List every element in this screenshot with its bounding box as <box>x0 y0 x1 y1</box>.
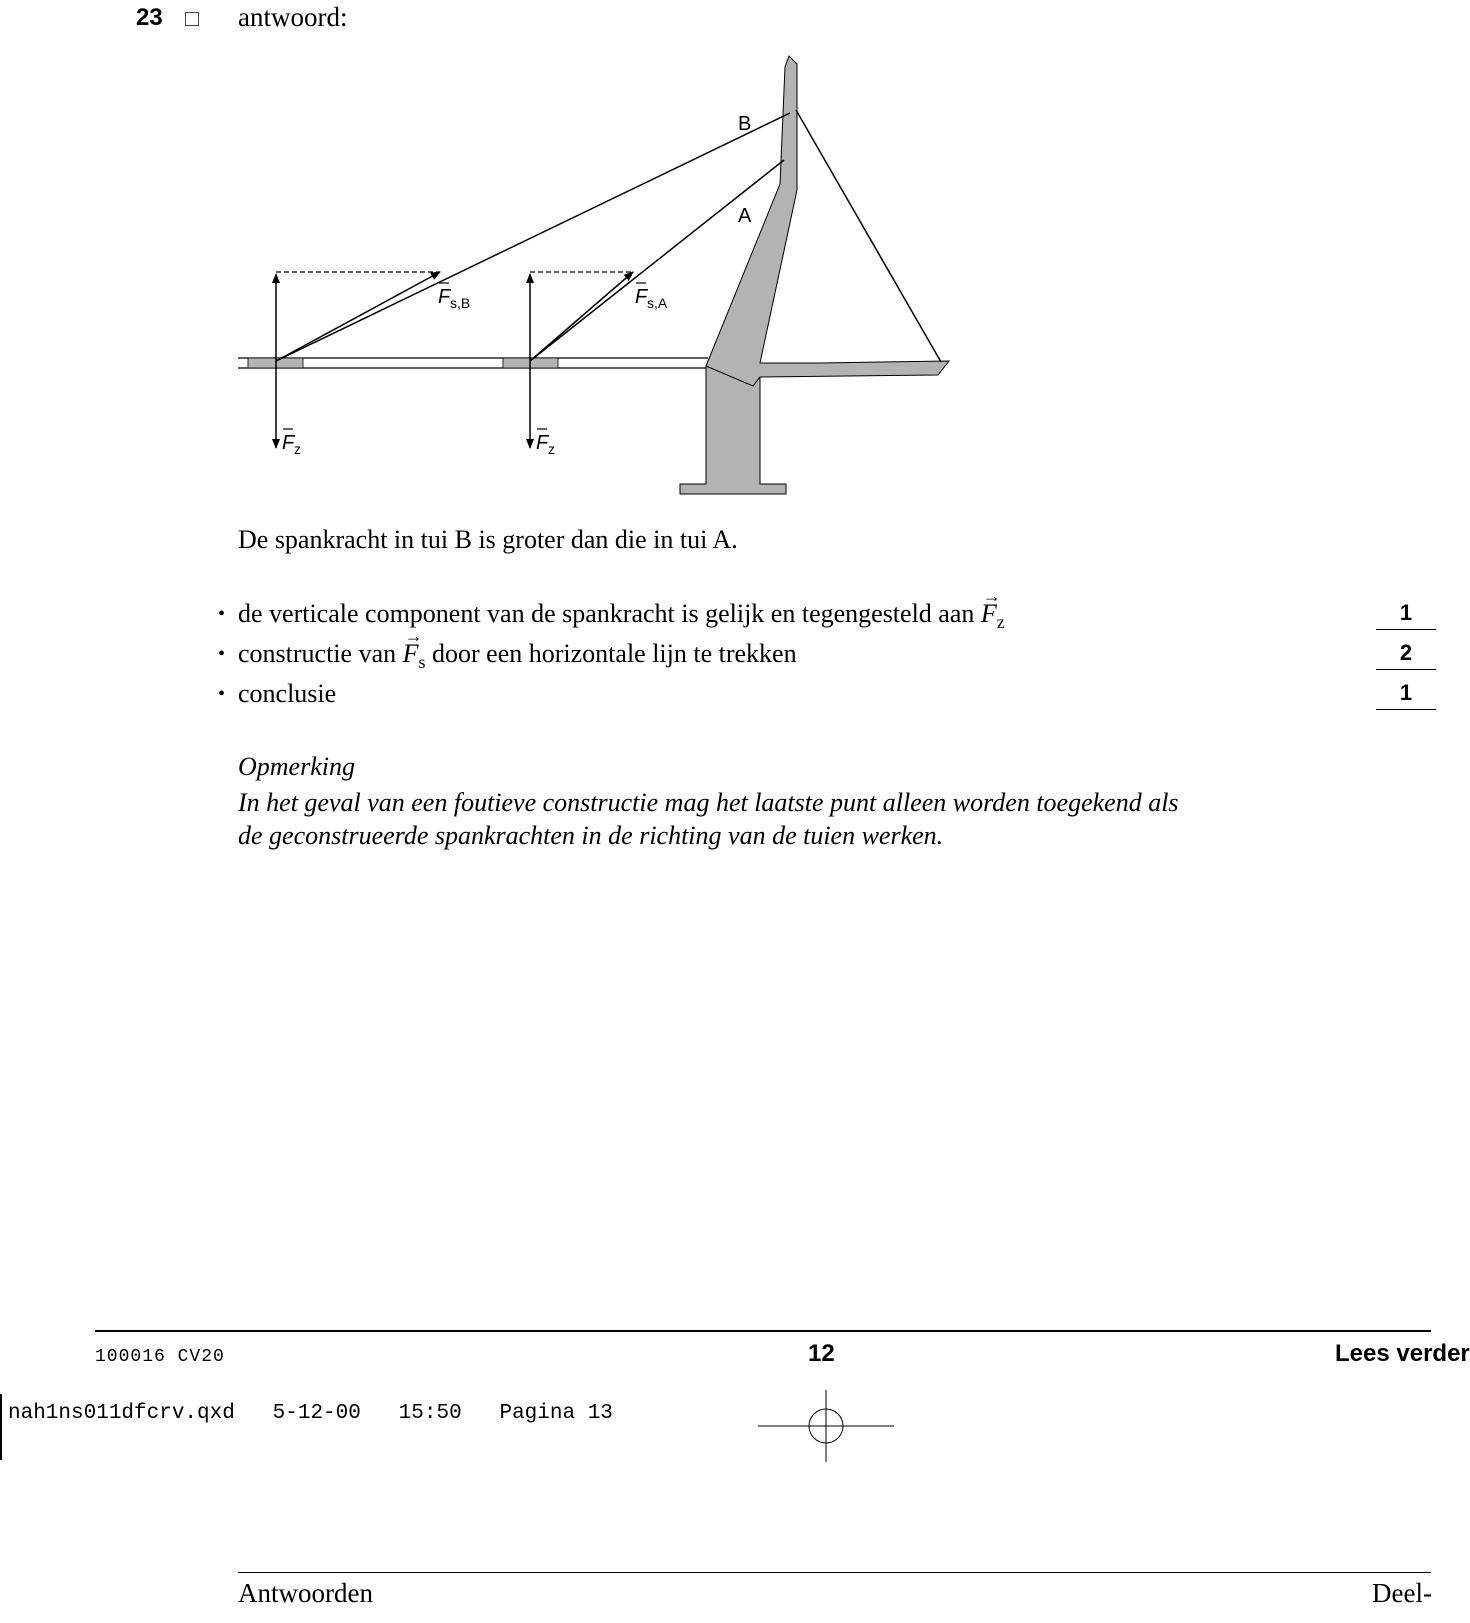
remark-title: Opmerking <box>238 752 355 781</box>
conclusion-text: De spankracht in tui B is groter dan die in tui A. <box>238 525 738 554</box>
registration-mark-icon <box>758 1390 894 1462</box>
fz2-subscript: z <box>548 441 555 457</box>
remark-body <box>238 786 1358 852</box>
fz1-symbol: F <box>282 432 295 454</box>
page-number: 12 <box>808 1340 835 1367</box>
bullet: • <box>218 683 226 705</box>
bullet: • <box>218 643 226 665</box>
fsb-arrow <box>276 272 440 361</box>
criterion-points: 2 <box>1376 637 1436 670</box>
cable-b <box>276 113 790 361</box>
bridge-force-diagram <box>238 50 958 500</box>
criterion-text: de verticale component van de spankracht is gelijk en tegengesteld aan → $F_z$ <box>238 597 1005 639</box>
bullet: • <box>218 603 226 625</box>
print-slug: nah1ns011dfcrv.qxd 5-12-00 15:50 Pagina 13 <box>8 1402 613 1425</box>
question-number: 23 <box>136 4 163 31</box>
criterion-row <box>218 637 1413 672</box>
footer2-rule <box>238 1572 1431 1573</box>
remark-line: de geconstrueerde spankrachten in de richting van de tuien werken. <box>238 821 944 850</box>
remark-line: In het geval van een foutieve constructie mag het laatste punt alleen worden toegekend als <box>238 788 1179 817</box>
back-stay-cable <box>796 110 941 362</box>
checkbox[interactable] <box>185 12 199 26</box>
crop-mark <box>0 1394 2 1460</box>
criterion-row <box>218 597 1413 632</box>
criterion-text: conclusie <box>238 679 337 708</box>
question-label: antwoord: <box>238 2 348 32</box>
criterion-text: constructie van → $F_s$ door een horizontale lijn te trekken <box>238 637 797 679</box>
footer-rule <box>95 1330 1431 1332</box>
section-label: Antwoorden <box>238 1578 373 1608</box>
label-a: A <box>738 205 752 227</box>
fsa-symbol: F <box>635 286 648 308</box>
fsa-subscript: s,A <box>647 295 668 311</box>
footer-code: 100016 CV20 <box>95 1347 225 1367</box>
criterion-points: 1 <box>1376 597 1436 630</box>
label-b: B <box>738 113 752 135</box>
fsa-arrow <box>530 272 633 361</box>
criterion-row <box>218 677 1413 711</box>
criterion-points: 1 <box>1376 677 1436 710</box>
lees-verder-link[interactable]: Lees verder <box>1335 1340 1470 1367</box>
pylon-column <box>680 366 786 494</box>
part-label: Deel- <box>1372 1578 1432 1608</box>
fz2-symbol: F <box>536 432 549 454</box>
fsb-subscript: s,B <box>450 295 471 311</box>
fz1-subscript: z <box>294 441 301 457</box>
fsb-symbol: F <box>438 286 451 308</box>
